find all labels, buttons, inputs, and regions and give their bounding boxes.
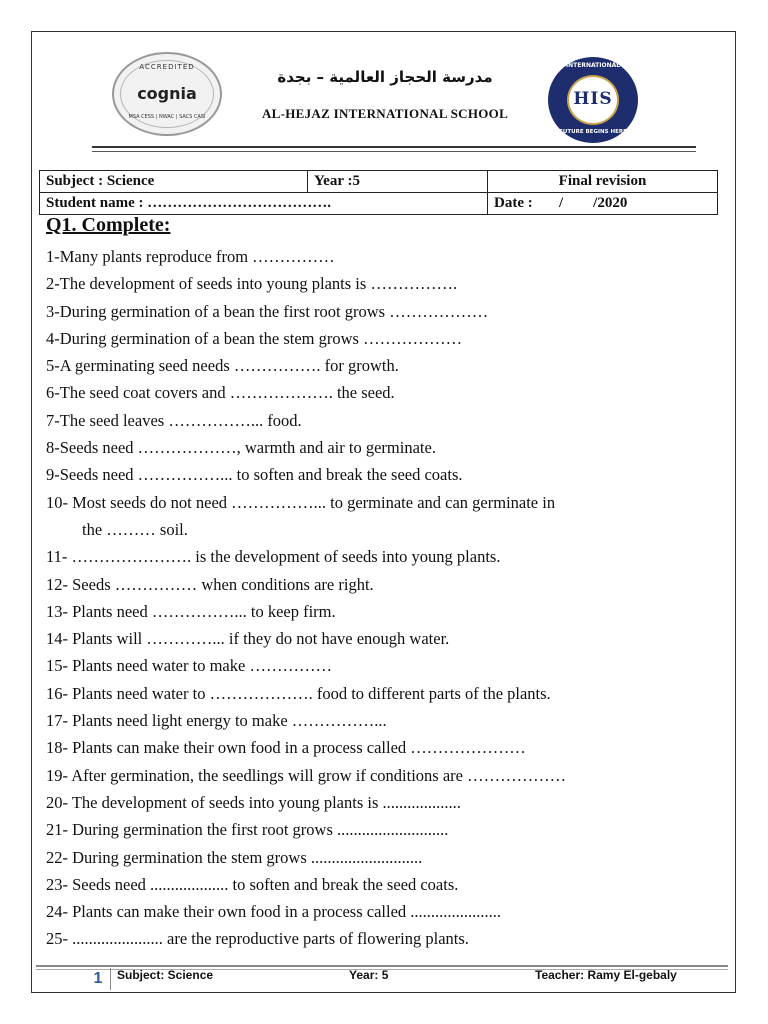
question-item: 6-The seed coat covers and ………………. the seed.: [46, 383, 395, 403]
subject-cell: Subject : Science: [40, 171, 308, 193]
footer-separator: [110, 968, 111, 990]
question-item: 8-Seeds need ………………, warmth and air to germinate.: [46, 438, 436, 458]
question-item: 9-Seeds need ……………... to soften and break the seed coats.: [46, 465, 463, 485]
student-name-field[interactable]: Student name : ……………………………….: [40, 193, 488, 215]
question-item: 4-During germination of a bean the stem grows ………………: [46, 328, 463, 348]
school-name-arabic: مدرسة الحجاز العالمية – بجدة: [277, 68, 493, 86]
question-item: 23- Seeds need ................... to soften and break the seed coats.: [46, 874, 459, 894]
question-item: 1-Many plants reproduce from ……………: [46, 247, 335, 266]
question-item: 16- Plants need water to ………………. food to different parts of the plants.: [46, 683, 551, 703]
his-school-logo: [545, 57, 645, 145]
question-item: 13- Plants need ……………... to keep firm.: [46, 601, 336, 621]
footer-divider: [36, 965, 728, 967]
info-table: [39, 170, 718, 215]
question-item: 22- During germination the stem grows ...........................: [46, 847, 423, 867]
question-item: 19- After germination, the seedlings will grow if conditions are ………………: [46, 765, 567, 785]
info-row: [40, 193, 718, 215]
question-item: 15- Plants need water to make ……………: [46, 656, 332, 676]
question-item: 18- Plants can make their own food in a process called …………………: [46, 738, 526, 758]
date-field[interactable]: Date : / /2020: [488, 193, 718, 215]
question-item: 12- Seeds …………… when conditions are right.: [46, 574, 374, 594]
revision-title-cell: Final revision: [488, 171, 718, 193]
cognia-accreditation-logo: [112, 52, 222, 136]
year-cell: Year :5: [308, 171, 488, 193]
header-divider: [92, 146, 696, 148]
question-item: 11- …………………. is the development of seeds into young plants.: [46, 547, 501, 567]
footer-teacher: Teacher: Ramy El-gebaly: [535, 968, 677, 982]
question-item: 17- Plants need light energy to make ……………...: [46, 711, 387, 731]
section-title: Q1. Complete:: [46, 214, 171, 236]
logo-top-text: INTERNATIONAL: [565, 62, 621, 69]
school-name-english: AL-HEJAZ INTERNATIONAL SCHOOL: [261, 106, 509, 121]
question-item: 20- The development of seeds into young plants is ...................: [46, 792, 461, 812]
question-item: 10- Most seeds do not need ……………... to germinate and can germinate in: [46, 492, 556, 512]
question-list: [46, 243, 706, 953]
question-item: 2-The development of seeds into young plants is …………….: [46, 274, 458, 294]
logo-bottom-text: MSA CESS | NWAC | SACS CASI: [128, 114, 206, 120]
question-item: 5-A germinating seed needs ……………. for growth.: [46, 356, 399, 376]
question-item: 21- During germination the first root grows ...........................: [46, 820, 449, 840]
header-divider-thin: [92, 151, 696, 152]
question-item: 14- Plants will …………... if they do not have enough water.: [46, 629, 450, 649]
question-item: 3-During germination of a bean the first root grows ………………: [46, 301, 489, 321]
footer-year: Year: 5: [349, 968, 389, 982]
logo-brand-text: cognia: [137, 84, 197, 103]
logo-motto: FUTURE BEGINS HERE: [559, 129, 627, 135]
question-item-continuation: the ……… soil.: [82, 519, 188, 539]
question-item: 24- Plants can make their own food in a process called ......................: [46, 902, 502, 922]
logo-top-text: ACCREDITED: [139, 63, 195, 71]
page-number: 1: [93, 970, 103, 987]
footer-subject: Subject: Science: [117, 968, 214, 982]
question-item: 25- ...................... are the reproductive parts of flowering plants.: [46, 929, 469, 949]
question-item: 7-The seed leaves ……………... food.: [46, 410, 302, 430]
info-row: [40, 171, 718, 193]
logo-monogram: HIS: [573, 89, 613, 109]
